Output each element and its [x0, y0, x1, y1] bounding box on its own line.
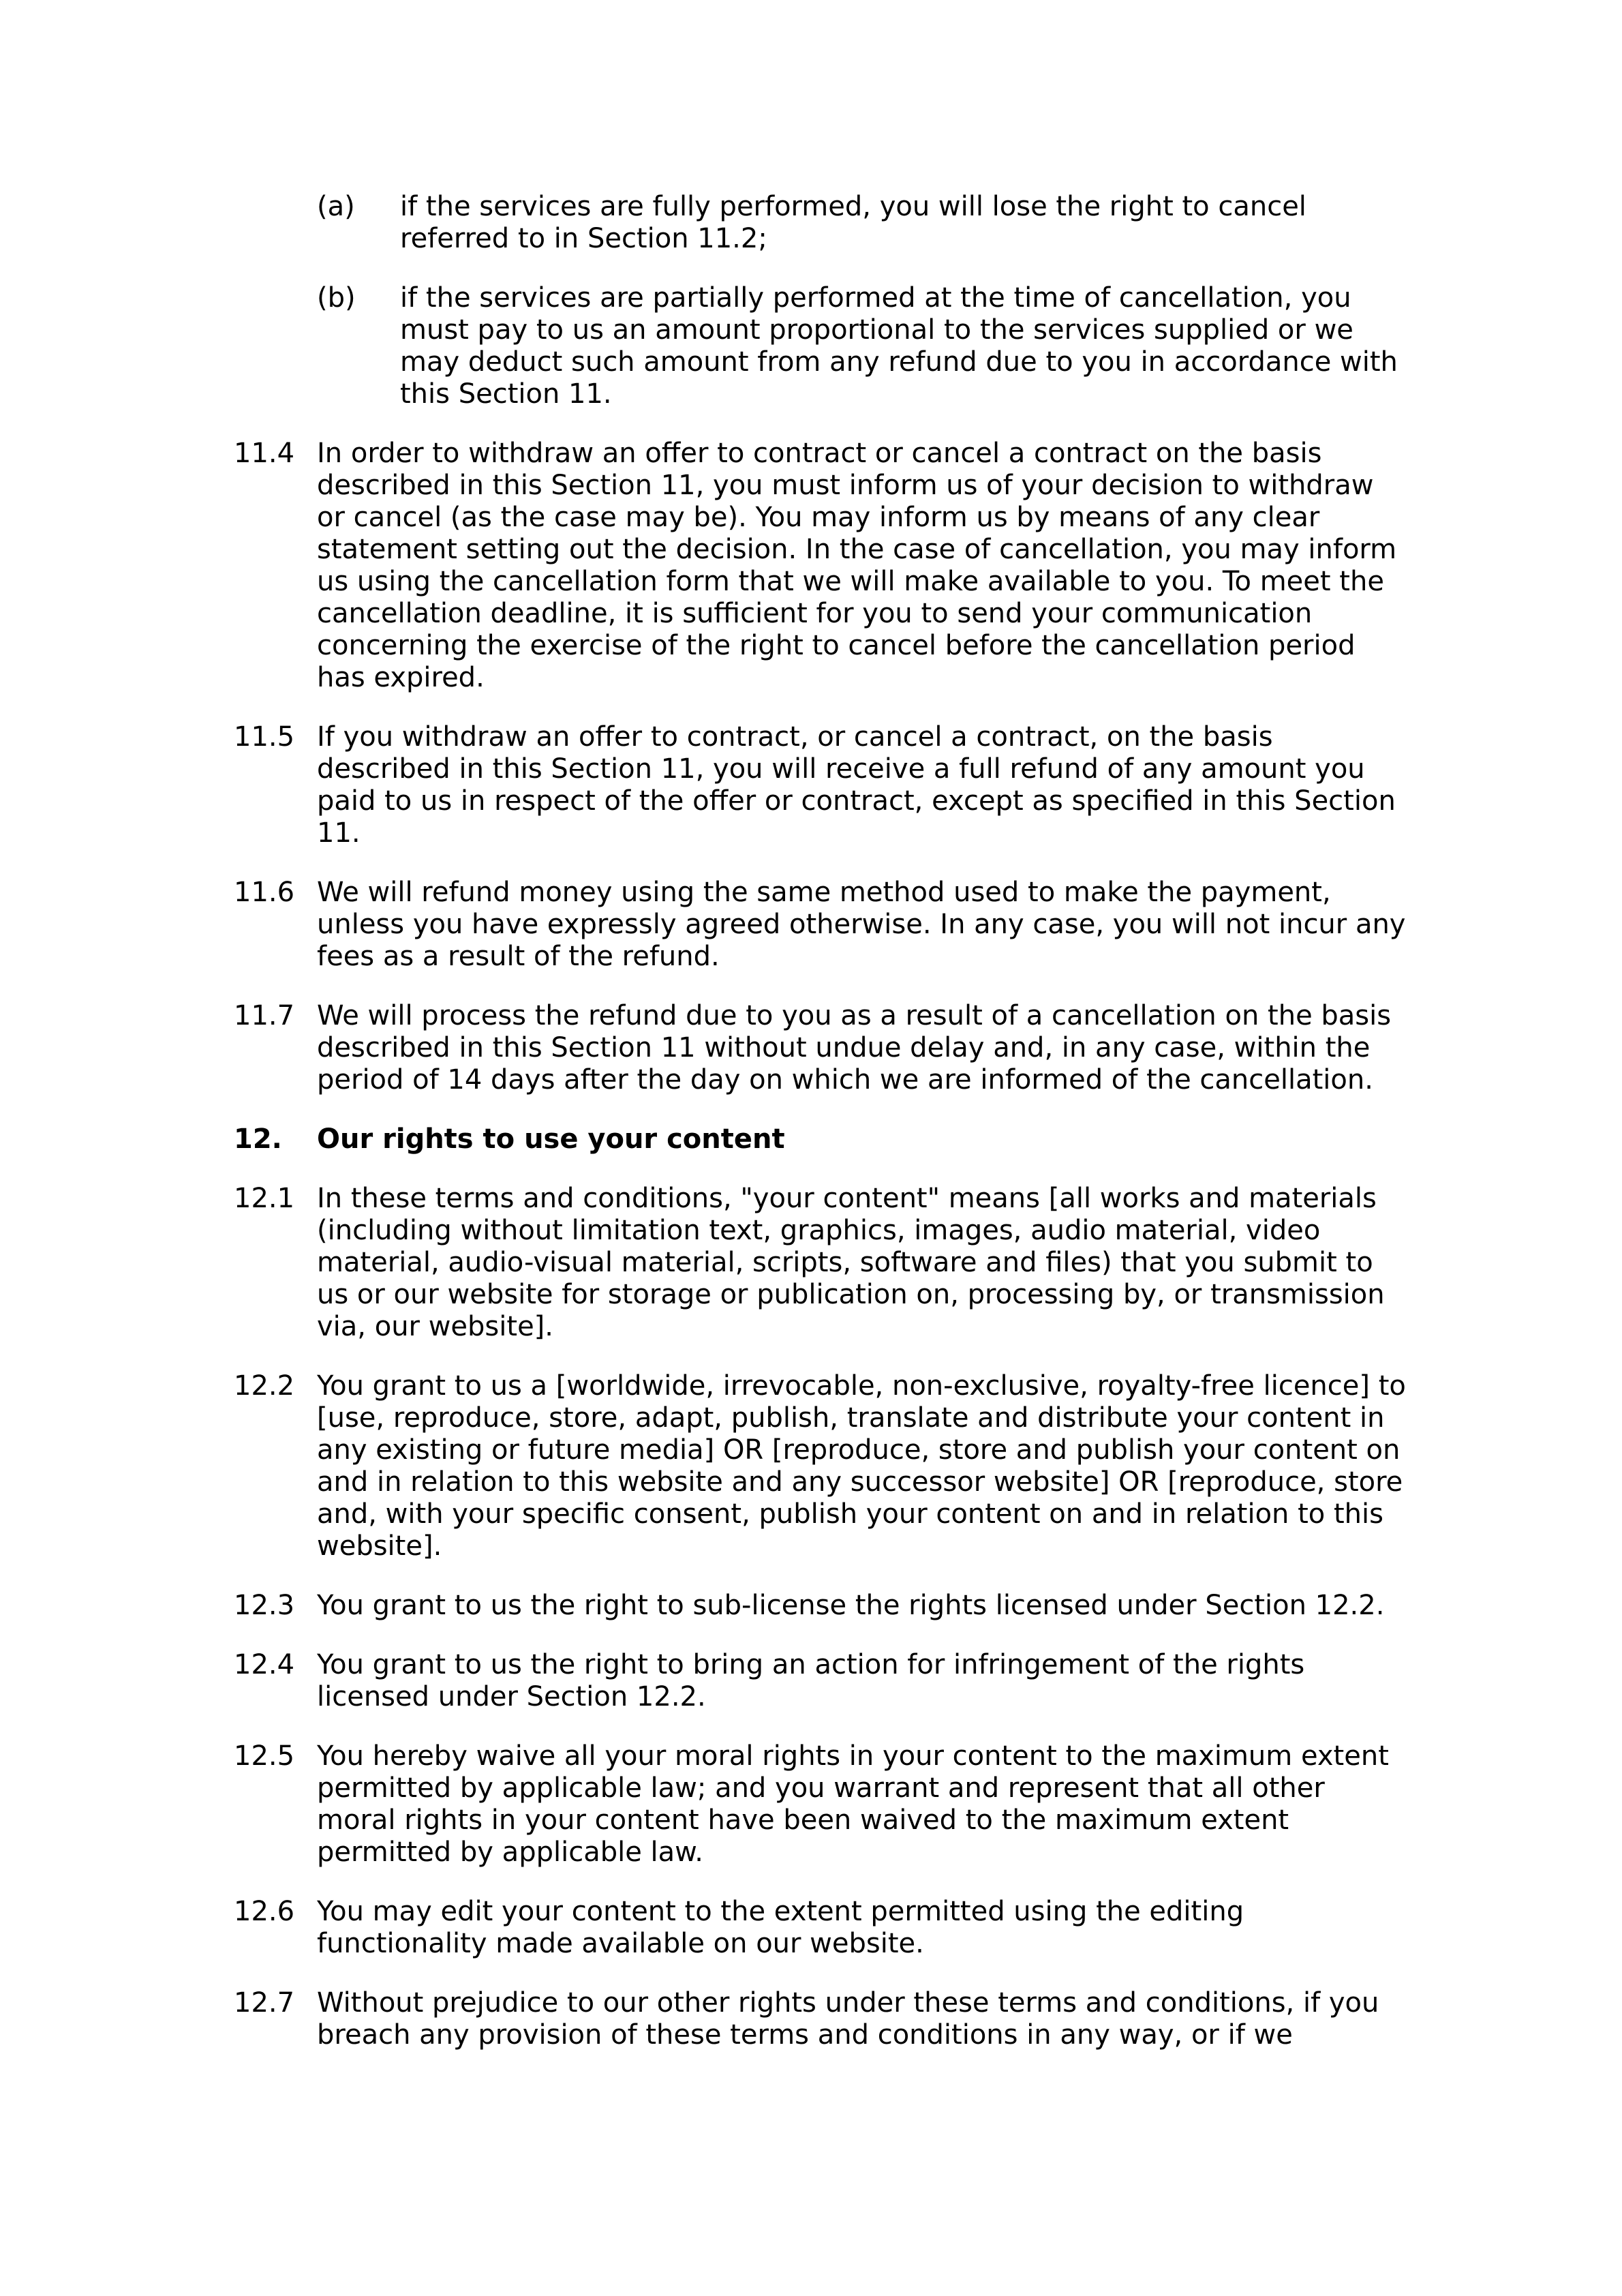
subclause-number: (b)	[317, 282, 356, 314]
clause-12-1	[234, 1183, 1406, 1343]
clause-text: We will refund money using the same method used to make the payment, unless you have expressly agreed otherwise. In any case, you will not incur any fees as a result of the refund.	[317, 877, 1406, 972]
clause-text: You hereby waive all your moral rights in your content to the maximum extent permitted by applicable law; and you warrant and represent that all other moral rights in your content have been waived to the maximum extent permitted by applicable law.	[317, 1740, 1389, 1868]
section-number: 12.	[234, 1123, 282, 1155]
subclause-text: if the services are partially performed at the time of cancellation, you must pay to us an amount proportional to the services supplied or we may deduct such amount from any refund due to you in accordance with this Section 11.	[400, 282, 1398, 410]
clause-text: If you withdraw an offer to contract, or cancel a contract, on the basis described in this Section 11, you will receive a full refund of any amount you paid to us in respect of the offer or contract, except as specified in this Section 11.	[317, 721, 1396, 849]
clause-text: In these terms and conditions, "your content" means [all works and materials (including without limitation text, graphics, images, audio material, video material, audio-visual material, scripts, software and files) that you submit to us or our website for storage or publication on, processing by, or transmission via, our website].	[317, 1183, 1385, 1342]
section-title: Our rights to use your content	[317, 1123, 785, 1155]
clause-12-2	[234, 1370, 1406, 1562]
clause-number: 12.5	[234, 1740, 295, 1772]
clause-text: In order to withdraw an offer to contract or cancel a contract on the basis described in this Section 11, you must inform us of your decision to withdraw or cancel (as the case may be). You may inform us by means of any clear statement setting out the decision. In the case of cancellation, you may inform us using the cancellation form that we will make available to you. To meet the cancellation deadline, it is sufficient for you to send your communication concerning the exercise of the right to cancel before the cancellation period has expired.	[317, 438, 1397, 693]
subclause-b	[317, 282, 1406, 410]
clause-12-5	[234, 1740, 1406, 1869]
clause-12-4	[234, 1649, 1406, 1713]
clause-number: 11.7	[234, 1000, 295, 1031]
clause-number: 11.4	[234, 438, 295, 469]
clause-number: 12.7	[234, 1987, 295, 2019]
clause-12-3	[234, 1590, 1406, 1622]
clause-12-6	[234, 1896, 1406, 1960]
subclause-a	[317, 191, 1406, 255]
clause-number: 11.6	[234, 877, 295, 908]
clause-number: 11.5	[234, 721, 295, 753]
clause-text: You grant to us the right to bring an action for infringement of the rights licensed under Section 12.2.	[317, 1649, 1305, 1712]
document-body	[234, 191, 1406, 2079]
clause-text: You grant to us the right to sub-license the rights licensed under Section 12.2.	[317, 1590, 1385, 1621]
clause-number: 12.1	[234, 1183, 295, 1214]
clause-number: 12.4	[234, 1649, 295, 1680]
clause-text: You grant to us a [worldwide, irrevocable, non-exclusive, royalty-free licence] to [use, reproduce, store, adapt, publish, translate and distribute your content in any existing or future media] OR [reproduce, store and publish your content on and in relation to this website and any successor website] OR [reproduce, store and, with your specific consent, publish your content on and in relation to this website].	[317, 1370, 1406, 1562]
clause-number: 12.6	[234, 1896, 295, 1927]
clause-11-4	[234, 438, 1406, 694]
clause-11-7	[234, 1000, 1406, 1096]
clause-11-6	[234, 877, 1406, 973]
clause-number: 12.2	[234, 1370, 295, 1402]
clause-text: We will process the refund due to you as a result of a cancellation on the basis described in this Section 11 without undue delay and, in any case, within the period of 14 days after the day on which we are informed of the cancellation.	[317, 1000, 1392, 1096]
clause-text: Without prejudice to our other rights under these terms and conditions, if you breach any provision of these terms and conditions in any way, or if we	[317, 1987, 1379, 2051]
clause-number: 12.3	[234, 1590, 295, 1621]
clause-11-5	[234, 721, 1406, 849]
section-12-heading	[234, 1123, 1406, 1155]
clause-12-7	[234, 1987, 1406, 2051]
subclause-number: (a)	[317, 191, 355, 222]
subclause-text: if the services are fully performed, you will lose the right to cancel referred to in Section 11.2;	[400, 191, 1306, 254]
clause-text: You may edit your content to the extent permitted using the editing functionality made available on our website.	[317, 1896, 1244, 1959]
